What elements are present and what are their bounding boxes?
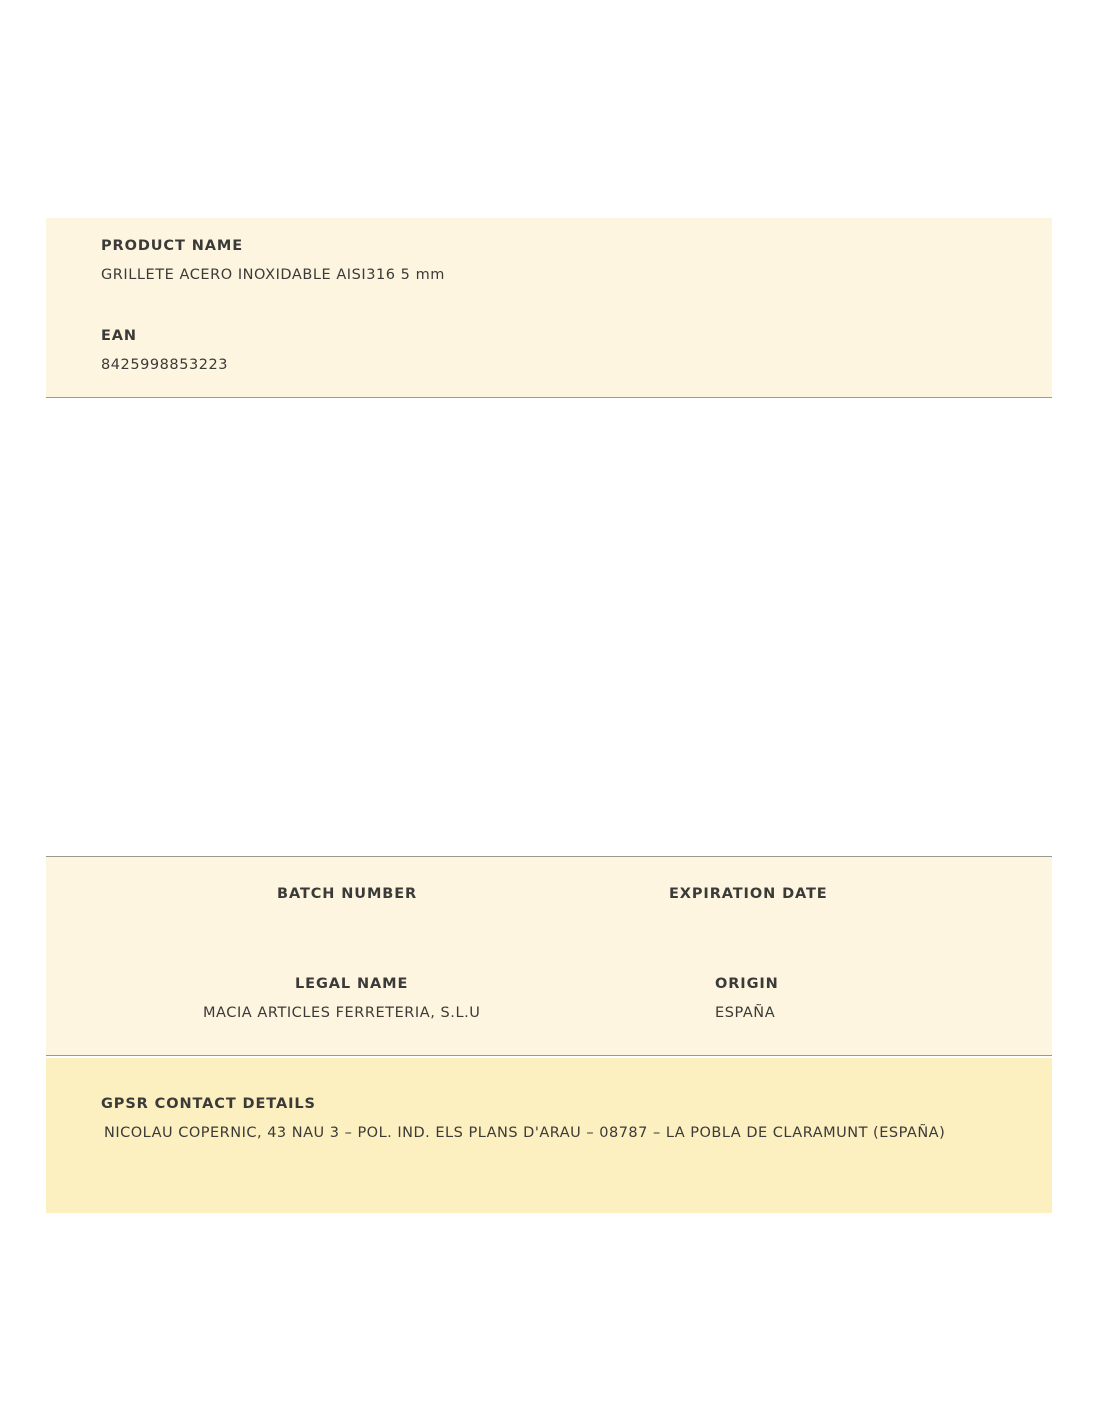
legal-name-label: LEGAL NAME bbox=[295, 976, 409, 992]
origin-label: ORIGIN bbox=[715, 976, 779, 992]
legal-name-value: MACIA ARTICLES FERRETERIA, S.L.U bbox=[203, 1005, 481, 1021]
product-name-value: GRILLETE ACERO INOXIDABLE AISI316 5 mm bbox=[101, 267, 445, 283]
origin-value: ESPAÑA bbox=[715, 1005, 776, 1021]
product-info-block bbox=[46, 218, 1052, 398]
blank-spacer-area bbox=[46, 398, 1052, 856]
batch-legal-block bbox=[46, 856, 1052, 1056]
product-name-label: PRODUCT NAME bbox=[101, 238, 244, 254]
gpsr-contact-label: GPSR CONTACT DETAILS bbox=[101, 1096, 316, 1112]
expiration-date-label: EXPIRATION DATE bbox=[669, 886, 828, 902]
ean-value: 8425998853223 bbox=[101, 357, 229, 373]
gpsr-contact-block bbox=[46, 1058, 1052, 1213]
batch-number-label: BATCH NUMBER bbox=[277, 886, 418, 902]
ean-label: EAN bbox=[101, 328, 137, 344]
gpsr-contact-value: NICOLAU COPERNIC, 43 NAU 3 – POL. IND. ELS PLANS D'ARAU – 08787 – LA POBLA DE CLARAMUNT (ESPAÑA) bbox=[104, 1125, 946, 1141]
